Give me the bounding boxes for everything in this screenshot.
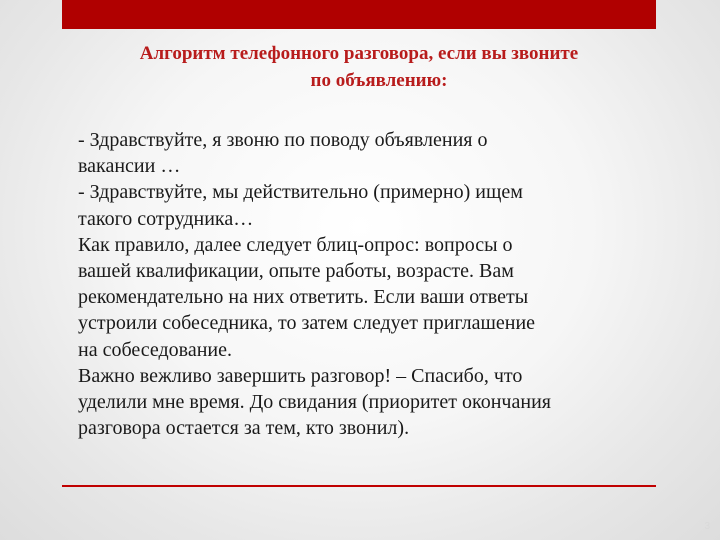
body-line: рекомендательно на них ответить. Если ваши ответы <box>78 286 529 309</box>
slide-number: 3 <box>704 521 710 532</box>
title-line-1: Алгоритм телефонного разговора, если вы звоните <box>139 43 579 64</box>
top-accent-bar <box>62 0 656 29</box>
body-line: вашей квалификации, опыте работы, возрасте. Вам <box>78 260 514 283</box>
body-line: - Здравствуйте, я звоню по поводу объявления о <box>78 129 488 151</box>
body-line: Как правило, далее следует блиц-опрос: вопросы о <box>78 233 513 256</box>
body-line: на собеседование. <box>78 338 232 361</box>
bottom-divider <box>62 485 656 487</box>
body-line: устроили собеседника, то затем следует приглашение <box>78 312 536 335</box>
title-line-2: по объявлению: <box>310 70 448 91</box>
body-line: - Здравствуйте, мы действительно (примерно) ищем <box>78 181 523 204</box>
body-line: Важно вежливо завершить разговор! – Спасибо, что <box>78 364 523 387</box>
slide-body-text <box>78 127 668 441</box>
body-line: вакансии … <box>78 155 181 178</box>
slide-title <box>62 40 656 94</box>
body-line: разговора остается за тем, кто звонил). <box>78 417 410 440</box>
body-line: такого сотрудника… <box>78 207 254 230</box>
body-line: уделили мне время. До свидания (приоритет окончания <box>78 391 551 414</box>
